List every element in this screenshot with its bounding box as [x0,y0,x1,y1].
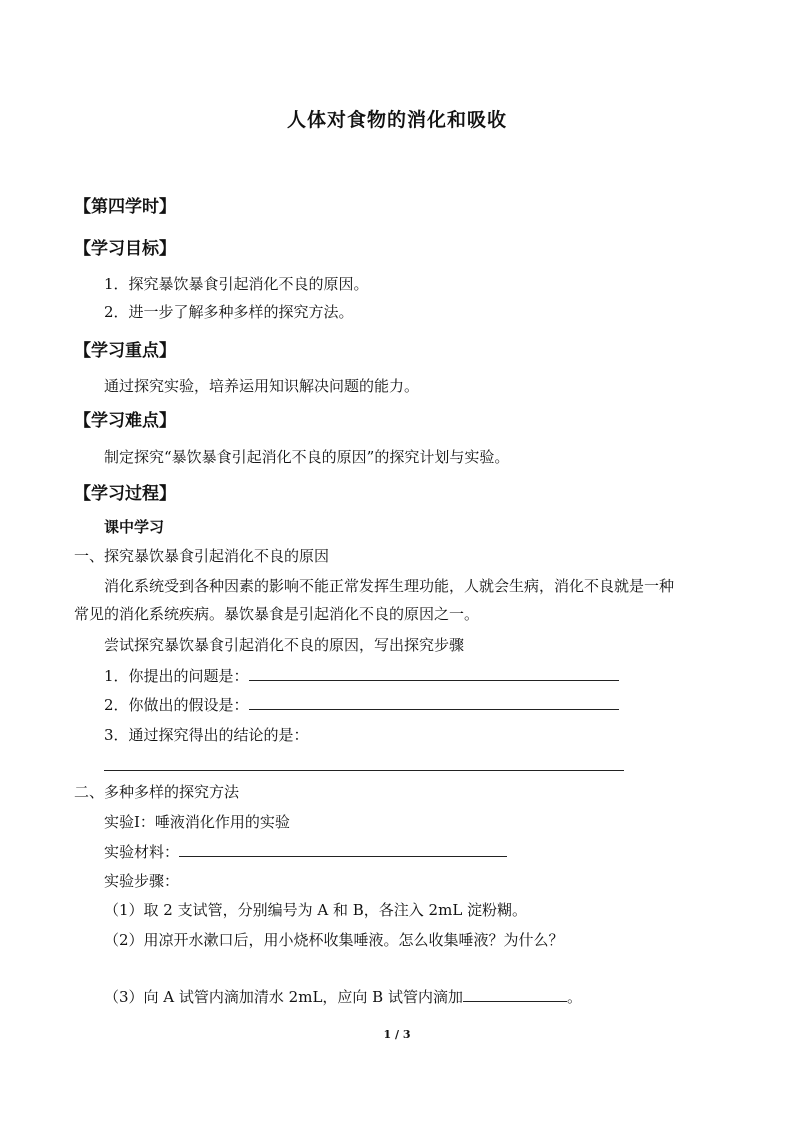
steps-label: 实验步骤： [104,872,180,890]
key-points-text: 通过探究实验，培养运用知识解决问题的能力。 [104,377,420,395]
step-3-end: 。 [566,988,582,1006]
materials-answer-line[interactable] [179,841,507,857]
heading-period: 【第四学时】 [74,197,176,217]
part1-paragraph-line1: 消化系统受到各种因素的影响不能正常发挥生理功能，人就会生病，消化不良就是一种 [104,577,675,595]
heading-key-points: 【学习重点】 [74,341,176,361]
question-3-answer-line[interactable] [104,755,624,771]
step-3 [104,984,582,1010]
step-3-text: （3）向 A 试管内滴加清水 2mL，应向 B 试管内滴加 [104,988,463,1006]
experiment-1-title: 实验Ⅰ：唾液消化作用的实验 [104,813,290,831]
question-2-answer-line[interactable] [249,694,619,710]
step-2: （2）用凉开水漱口后，用小烧杯收集唾液。怎么收集唾液？为什么？ [104,931,564,949]
goal-item-2: 2．进一步了解多种多样的探究方法。 [104,303,354,321]
heading-process: 【学习过程】 [74,484,176,504]
step-1: （1）取 2 支试管，分别编号为 A 和 B，各注入 2mL 淀粉糊。 [104,901,528,919]
page-number: 1 / 3 [383,1028,411,1041]
part2-title: 二、多种多样的探究方法 [74,783,240,801]
goal-item-1: 1．探究暴饮暴食引起消化不良的原因。 [104,275,369,293]
part1-title: 一、探究暴饮暴食引起消化不良的原因 [74,547,330,565]
materials-label: 实验材料： [104,843,180,861]
question-2 [104,692,619,718]
materials-row [104,839,507,865]
question-2-label: 2．你做出的假设是： [104,696,249,714]
question-1-answer-line[interactable] [249,665,619,681]
difficulty-text: 制定探究“暴饮暴食引起消化不良的原因”的探究计划与实验。 [104,448,510,466]
part1-task: 尝试探究暴饮暴食引起消化不良的原因，写出探究步骤 [104,636,465,654]
question-3-label: 3．通过探究得出的结论的是： [104,726,309,744]
part1-paragraph-line2: 常见的消化系统疾病。暴饮暴食是引起消化不良的原因之一。 [74,605,480,623]
question-1-label: 1．你提出的问题是： [104,667,249,685]
step-3-answer-line[interactable] [463,986,567,1002]
in-class-label: 课中学习 [104,518,165,536]
question-1 [104,663,619,689]
page-title: 人体对食物的消化和吸收 [286,109,507,131]
heading-goals: 【学习目标】 [74,239,176,259]
heading-difficulty: 【学习难点】 [74,411,176,431]
